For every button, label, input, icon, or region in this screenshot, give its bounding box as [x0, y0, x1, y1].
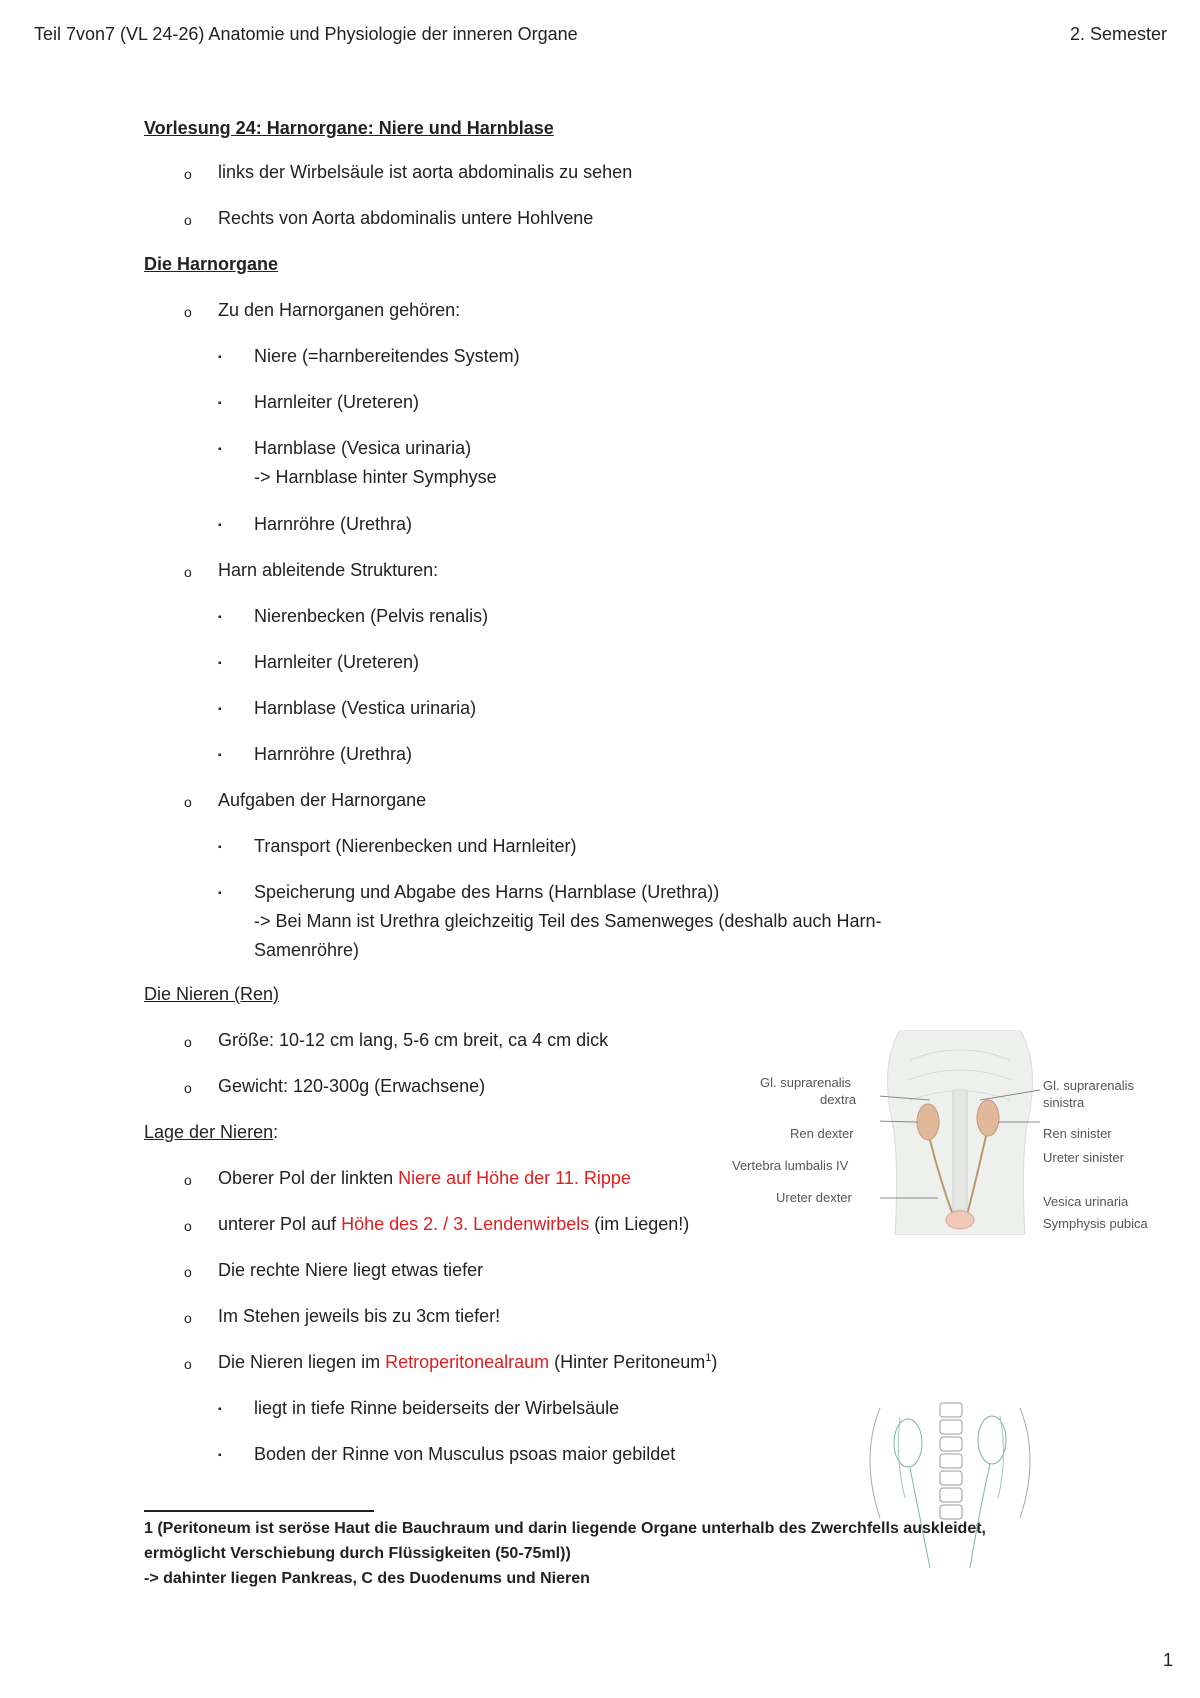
square-bullet-icon: ▪ [218, 1450, 222, 1461]
text-segment: ) [711, 1352, 718, 1372]
sub-list-item: Harnblase (Vestica urinaria) [254, 698, 477, 718]
sub-list-item: Harnröhre (Urethra) [254, 744, 413, 764]
document-header-semester: 2. Semester [1070, 24, 1168, 44]
sub-list-item: liegt in tiefe Rinne beiderseits der Wirbelsäule [254, 1398, 620, 1418]
figure-label: Vesica urinaria [1043, 1194, 1129, 1209]
square-bullet-icon: ▪ [218, 398, 222, 409]
highlight-text: Retroperitonealraum [385, 1352, 550, 1372]
footnote-line: -> dahinter liegen Pankreas, C des Duodenums und Nieren [144, 1570, 590, 1587]
sub-list-item: Speicherung und Abgabe des Harns (Harnblase (Urethra)) [254, 882, 720, 902]
text-segment: Oberer Pol der linkten [218, 1168, 399, 1188]
bullet-icon: o [184, 304, 192, 320]
section-heading-harnorgane: Die Harnorgane [144, 254, 279, 274]
figure-label: Ureter dexter [776, 1190, 852, 1205]
figure-label: sinistra [1043, 1095, 1085, 1110]
bullet-icon: o [184, 212, 192, 228]
text-segment: (Hinter Peritoneum [549, 1352, 706, 1372]
section-heading-nieren: Die Nieren (Ren) [144, 984, 280, 1004]
square-bullet-icon: ▪ [218, 612, 222, 623]
list-item: Zu den Harnorganen gehören: [218, 300, 461, 320]
bullet-icon: o [184, 1218, 192, 1234]
text-segment: (im Liegen!) [589, 1214, 690, 1234]
page-number: 1 [1163, 1650, 1174, 1670]
highlight-text: Höhe des 2. / 3. Lendenwirbels [341, 1214, 590, 1234]
figure-label: dextra [820, 1092, 857, 1107]
retroperitoneal-illustration [850, 1398, 1050, 1578]
lecture-heading: Vorlesung 24: Harnorgane: Niere und Harnblase [144, 118, 554, 138]
intro-item: links der Wirbelsäule ist aorta abdominalis zu sehen [218, 162, 633, 182]
highlight-text: Niere auf Höhe der 11. Rippe [398, 1168, 631, 1188]
square-bullet-icon: ▪ [218, 1404, 222, 1415]
square-bullet-icon: ▪ [218, 444, 222, 455]
lage-heading-text: Lage der Nieren [144, 1122, 274, 1142]
list-item: Gewicht: 120-300g (Erwachsene) [218, 1076, 486, 1096]
sub-list-item: Nierenbecken (Pelvis renalis) [254, 606, 489, 626]
list-item: Die rechte Niere liegt etwas tiefer [218, 1260, 484, 1280]
figure-label: Vertebra lumbalis IV [732, 1158, 849, 1173]
text-segment: Die Nieren liegen im [218, 1352, 386, 1372]
intro-item: Rechts von Aorta abdominalis untere Hohlvene [218, 208, 594, 228]
square-bullet-icon: ▪ [218, 520, 222, 531]
sub-list-item: Harnleiter (Ureteren) [254, 652, 420, 672]
square-bullet-icon: ▪ [218, 842, 222, 853]
text-segment: unterer Pol auf [218, 1214, 342, 1234]
sub-list-item-note: Samenröhre) [254, 940, 360, 960]
bullet-icon: o [184, 794, 192, 810]
list-item [218, 1214, 689, 1235]
bullet-icon: o [184, 564, 192, 580]
list-item: Im Stehen jeweils bis zu 3cm tiefer! [218, 1306, 501, 1326]
bullet-icon: o [184, 1264, 192, 1280]
sub-list-item: Harnröhre (Urethra) [254, 514, 413, 534]
footnote-line: ermöglicht Verschiebung durch Flüssigkeiten (50-75ml)) [144, 1545, 571, 1562]
list-item: Aufgaben der Harnorgane [218, 790, 427, 810]
square-bullet-icon: ▪ [218, 888, 222, 899]
footnote-reference: 1 [705, 1352, 712, 1364]
sub-list-item-note: -> Bei Mann ist Urethra gleichzeitig Teil des Samenweges (deshalb auch Harn- [254, 911, 882, 931]
sub-list-item: Boden der Rinne von Musculus psoas maior gebildet [254, 1444, 676, 1464]
figure-label: Gl. suprarenalis [1043, 1078, 1135, 1093]
bullet-icon: o [184, 1356, 192, 1372]
kidney-anatomy-illustration [880, 1030, 1040, 1235]
square-bullet-icon: ▪ [218, 704, 222, 715]
footnote-line: 1 (Peritoneum ist seröse Haut die Bauchraum und darin liegende Organe unterhalb des Zwerchfells auskleidet, [144, 1520, 986, 1537]
lage-heading-colon: : [273, 1122, 279, 1142]
square-bullet-icon: ▪ [218, 352, 222, 363]
bullet-icon: o [184, 1310, 192, 1326]
figure-label: Ureter sinister [1043, 1150, 1124, 1165]
bullet-icon: o [184, 1172, 192, 1188]
list-item: Harn ableitende Strukturen: [218, 560, 439, 580]
figure-label: Ren dexter [790, 1126, 854, 1141]
sub-list-item: Transport (Nierenbecken und Harnleiter) [254, 836, 577, 856]
bullet-icon: o [184, 1080, 192, 1096]
figure-label: Symphysis pubica [1043, 1216, 1148, 1231]
sub-list-item-note: -> Harnblase hinter Symphyse [254, 467, 497, 487]
bullet-icon: o [184, 1034, 192, 1050]
figure-label: Ren sinister [1043, 1126, 1112, 1141]
list-item [218, 1168, 631, 1189]
list-item [218, 1352, 717, 1373]
document-header-title: Teil 7von7 (VL 24-26) Anatomie und Physiologie der inneren Organe [34, 24, 578, 44]
sub-list-item: Niere (=harnbereitendes System) [254, 346, 520, 366]
sub-list-item: Harnblase (Vesica urinaria) [254, 438, 472, 458]
footnote-separator [144, 1510, 374, 1512]
section-heading-lage [144, 1122, 278, 1143]
square-bullet-icon: ▪ [218, 658, 222, 669]
bullet-icon: o [184, 166, 192, 182]
sub-list-item: Harnleiter (Ureteren) [254, 392, 420, 412]
figure-label: Gl. suprarenalis [760, 1075, 852, 1090]
list-item: Größe: 10-12 cm lang, 5-6 cm breit, ca 4 cm dick [218, 1030, 609, 1050]
square-bullet-icon: ▪ [218, 750, 222, 761]
